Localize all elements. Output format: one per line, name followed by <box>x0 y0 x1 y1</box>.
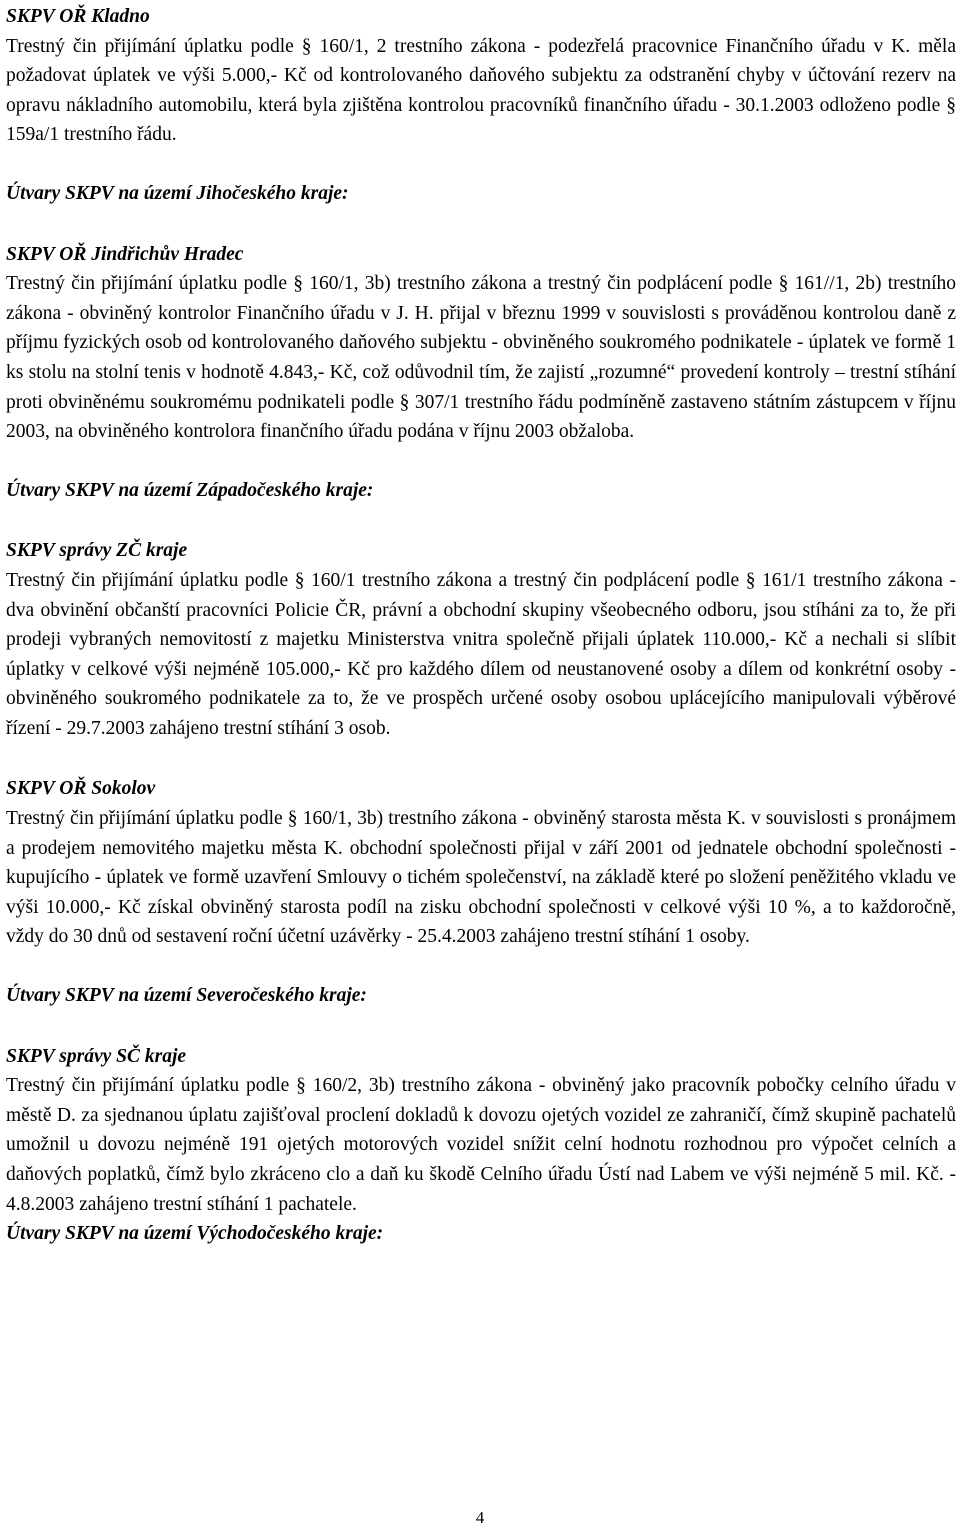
region-heading: Útvary SKPV na území Severočeského kraje: <box>6 985 367 1007</box>
case-paragraph: Trestný čin přijímání úplatku podle § 160/1 trestního zákona a trestný čin podplácení podle § 161/1 trestního zákona - dva obvinění občanští pracovníci Policie ČR, právní a obchodní skupiny všeobecného odboru, jsou stíháni za to, že při prodeji vybraných nemovitostí z majetku Ministerstva vnitra společně přijali úplatek 110.000,- Kč a nechali si slíbit úplatky v celkové výši nejméně 105.000,- Kč pro každého dílem od neustanovené osoby a dílem od konkrétní osoby - obviněného soukromého podnikatele za to, že ve prospěch určené osoby osobou uplácejícího manipulovali výběrové řízení - 29.7.2003 zahájeno trestní stíhání 3 osob. <box>6 569 956 739</box>
document-page <box>6 0 956 1249</box>
unit-heading: SKPV správy SČ kraje <box>6 1045 187 1067</box>
region-heading: Útvary SKPV na území Jihočeského kraje: <box>6 182 349 204</box>
section-jihocesky <box>6 179 956 447</box>
unit-heading: SKPV správy ZČ kraje <box>6 540 188 562</box>
unit-heading: SKPV OŘ Kladno <box>6 6 150 27</box>
section-kladno <box>6 2 956 150</box>
region-heading: Útvary SKPV na území Západočeského kraje: <box>6 479 374 501</box>
section-sokolov <box>6 774 956 952</box>
unit-heading: SKPV OŘ Sokolov <box>6 778 156 800</box>
unit-heading: SKPV OŘ Jindřichův Hradec <box>6 243 244 265</box>
section-vychodocesky <box>6 1219 956 1249</box>
section-severocesky <box>6 981 956 1219</box>
region-heading: Útvary SKPV na území Východočeského kraje: <box>6 1223 384 1245</box>
case-paragraph: Trestný čin přijímání úplatku podle § 160/1, 2 trestního zákona - podezřelá pracovnice Finančního úřadu v K. měla požadovat úplatek ve výši 5.000,- Kč od kontrolovaného daňového subjektu za odstranění chyby v účtování rezerv na opravu nákladního automobilu, která byla zjištěna kontrolou pracovníků finančního úřadu - 30.1.2003 odloženo podle § 159a/1 trestního řádu. <box>6 35 956 146</box>
section-zapadocesky <box>6 476 956 744</box>
case-paragraph: Trestný čin přijímání úplatku podle § 160/1, 3b) trestního zákona - obviněný starosta města K. v souvislosti s pronájmem a prodejem nemovitého majetku města K. obchodní společnosti přijal v září 2001 od jednatele obchodní společnosti - kupujícího - úplatek ve formě uzavření Smlouvy o tichém společenství, na základě které po složení peněžitého vkladu ve výši 10.000,- Kč získal obviněný starosta podíl na zisku obchodní společnosti v celkové výši 10 %, a to každoročně, vždy do 30 dnů od sestavení roční účetní uzávěrky - 25.4.2003 zahájeno trestní stíhání 1 osoby. <box>6 808 956 948</box>
case-paragraph: Trestný čin přijímání úplatku podle § 160/2, 3b) trestního zákona - obviněný jako pracovník pobočky celního úřadu v městě D. za sjednanou úplatu zajišťoval proclení dokladů k dovozu ojetých vozidel ze zahraničí, čímž skupině pachatelů umožnil u dovozu nejméně 191 ojetých motorových vozidel snížit celní hodnotu rozhodnou pro výpočet celních a daňových poplatků, čímž bylo zkráceno clo a daň ku škodě Celního úřadu Ústí nad Labem ve výši nejméně 5 mil. Kč. - 4.8.2003 zahájeno trestní stíhání 1 pachatele. <box>6 1075 956 1215</box>
page-number: 4 <box>475 1508 485 1527</box>
case-paragraph: Trestný čin přijímání úplatku podle § 160/1, 3b) trestního zákona a trestný čin podplácení podle § 161//1, 2b) trestního zákona - obviněný kontrolor Finančního úřadu v J. H. přijal v březnu 1999 v souvislosti s prováděnou kontrolou daně z příjmu fyzických osob od kontrolovaného daňového subjektu - obviněného soukromého podnikatele - úplatek ve formě 1 ks stolu na stolní tenis v hodnotě 4.843,- Kč, což odůvodnil tím, že zajistí „rozumné“ provedení kontroly – trestní stíhání proti obviněnému soukromému podnikateli podle § 307/1 trestního řádu podmíněně zastaveno státním zástupcem v říjnu 2003, na obviněného kontrolora finančního úřadu podána v říjnu 2003 obžaloba. <box>6 273 956 443</box>
